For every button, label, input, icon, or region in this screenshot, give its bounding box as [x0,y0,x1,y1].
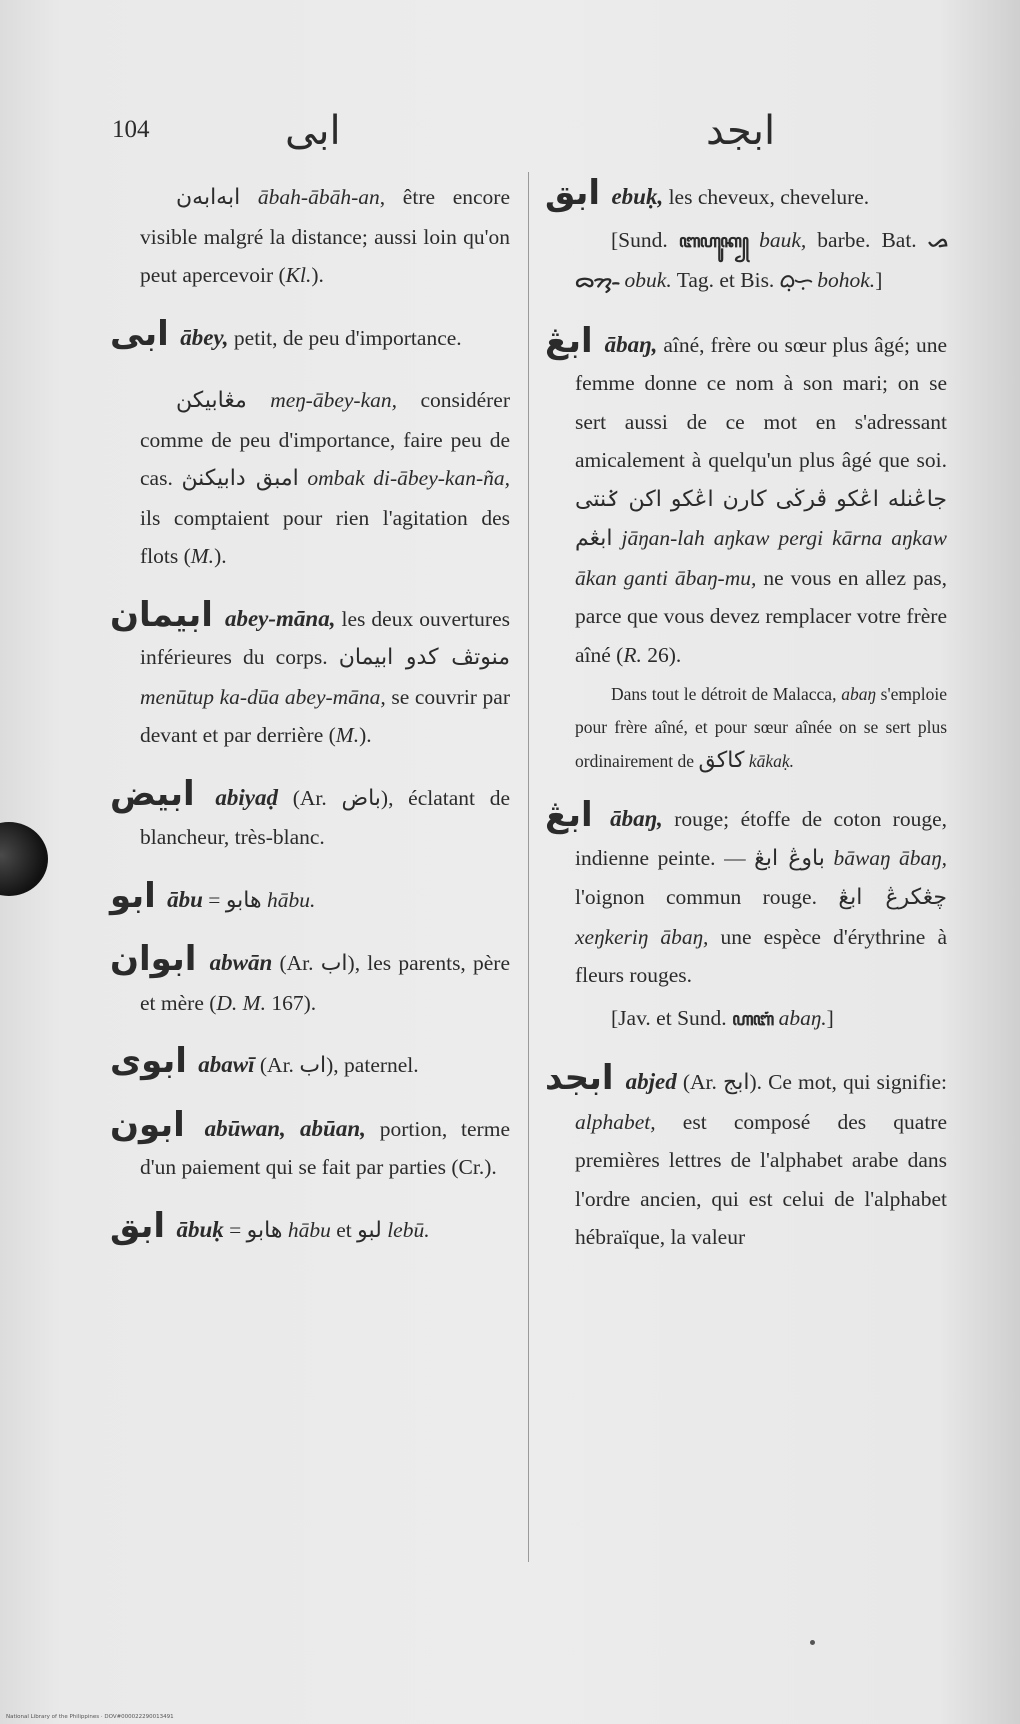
right-entry [545,173,947,217]
arabic-headword: ابوى [110,1041,187,1081]
left-column [110,178,511,1274]
entry-text: meŋ-ābey-kan, considérer comme de peu d'importance, faire peu de cas. امبق دابيكنڽ ombak di-ābey-kan-ña, ils comptaient pour rien l'agitation des flots (M.). [140,388,510,568]
arabic-headword: ابجد [545,1058,614,1098]
entry-text: ābu = هابو hābu. [167,886,316,913]
entry-text: abjed (Ar. ابج). Ce mot, qui signifie: alphabet, est composé des quatre premières lettres de l'alphabet arabe dans l'ordre ancien, qui est celui de l'alphabet hébraïque, la valeur [575,1069,947,1249]
arabic-headword: ابق [110,1205,166,1246]
thumb-shadow [0,822,48,896]
arabic-headword: ابوان [110,939,197,979]
left-entry [110,773,511,857]
left-entry [110,594,511,755]
arabic-headword: ابڠ [545,795,593,835]
entry-text: ābaŋ, aîné, frère ou sœur plus âgé; une femme donne ce nom à son mari; on se sert aussi de ce mot en s'adressant amicalement à quelqu'un plus âgé que soi. جاڠنله اڠكو ڤرڬى كارن اڠكو اكن ݢنتى ابڠم jāŋan-lah aŋkaw pergi kārna aŋkaw ākan ganti ābaŋ-mu, ne vous en allez pas, parce que vous devez remplacer votre frère aîné (R. 26). [575,331,948,667]
left-entry [110,1041,510,1086]
entry-text: ābaŋ, rouge; étoffe de coton rouge, indienne peinte. — باوڠ ابڠ bāwaŋ ābaŋ, l'oignon commun rouge. چڠكرڠ ابڠ xeŋkeriŋ ābaŋ, une espèce d'érythrine à fleurs rouges. [575,806,947,987]
right-column [545,173,948,1281]
entry-text: Dans tout le détroit de Malacca, abaŋ s'emploie pour frère aîné, et pour sœur aînée on se sert plus ordinairement de كاكق kākaḳ. [575,684,947,773]
speck [810,1640,815,1645]
column-divider [528,172,529,1562]
right-entry [575,678,947,778]
arabic-headword: مڠابيكن [176,388,247,413]
arabic-headword: ابيمان [110,594,213,635]
running-head-right: ابجد [706,108,776,154]
entry-text: [Sund. ꦧꦲꦸꦏ꧀ bauk, barbe. Bat. ᯀᯅᯮᯂ᯳ obuk. Tag. et Bis. ᜊᜓᜑᜓ bohok.] [575,227,948,292]
entry-text: abey-māna, les deux ouvertures inférieures du corps. منوتڤ كدو ابيمان menūtup ka-dūa abey-māna, se couvrir par devant et par derrière (M.). [140,605,511,747]
left-entry [110,875,510,921]
entry-text: abūwan, abūan, portion, terme d'un paiement qui se fait par parties (Cr.). [140,1115,510,1179]
left-entry [110,1205,510,1251]
arabic-headword: ابق [545,173,601,213]
arabic-headword: ابيض [110,773,195,814]
entry-text: ebuḳ, les cheveux, chevelure. [611,184,870,209]
library-footer: National Library of the Philippines · DOV#000022290013491 [6,1714,174,1720]
entry-text: ābah-ābāh-an, être encore visible malgré la distance; aussi loin qu'on peut apercevoir (Kl.). [140,185,510,287]
left-entry [110,939,510,1022]
arabic-headword: ابى [110,313,169,354]
arabic-headword: ابڠ [545,320,593,361]
arabic-headword: ابو [110,875,156,916]
entry-text: [Jav. et Sund. ꦲꦧꦁ abaŋ.] [611,1005,834,1030]
entry-text: ābuḳ = هابو hābu et لبو lebū. [176,1216,430,1243]
left-entry [110,313,510,358]
arabic-headword: ابون [110,1104,185,1145]
right-entry [545,320,948,675]
left-entry [140,381,510,576]
entry-text: ābey, petit, de peu d'importance. [180,324,462,350]
entry-text: abiyaḍ (Ar. باض), éclatant de blancheur, très-blanc. [140,784,511,849]
left-entry [140,178,510,295]
arabic-headword: ابه‌ابه‌ن [176,185,241,210]
left-entry [110,1104,510,1187]
entry-text: abwān (Ar. اب), les parents, père et mère (D. M. 167). [140,950,510,1015]
entry-text: abawī (Ar. اب), paternel. [198,1052,419,1078]
right-entry [575,999,947,1040]
page-number: 104 [112,116,150,143]
right-entry [545,795,947,995]
right-entry [545,1058,947,1257]
running-head-left: ابى [285,108,341,154]
right-entry [575,221,947,302]
page-header [0,108,1020,168]
